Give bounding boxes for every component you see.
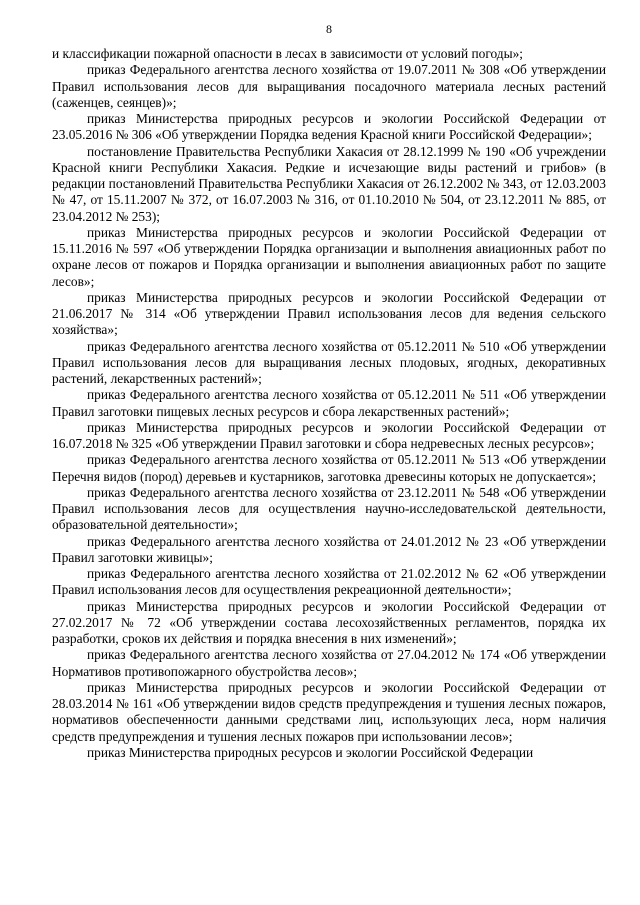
paragraph: приказ Министерства природных ресурсов и экологии Российской Федерации от 16.07.2018 № 325 «Об утверждении Правил заготовки и сбора недревесных лесных ресурсов»; [52,419,606,451]
paragraph: приказ Федерального агентства лесного хозяйства от 24.01.2012 № 23 «Об утверждении Правил заготовки живицы»; [52,533,606,565]
paragraph: приказ Федерального агентства лесного хозяйства от 21.02.2012 № 62 «Об утверждении Правил использования лесов для осуществления рекреационной деятельности»; [52,566,606,598]
paragraph: приказ Федерального агентства лесного хозяйства от 05.12.2011 № 513 «Об утверждении Перечня видов (пород) деревьев и кустарников, заготовка древесины которых не допускается»; [52,452,606,484]
document-body [52,46,606,761]
page-number: 8 [326,22,332,36]
paragraph: приказ Федерального агентства лесного хозяйства от 05.12.2011 № 511 «Об утверждении Правил заготовки пищевых лесных ресурсов и сбора лекарственных растений»; [52,387,606,419]
paragraph: приказ Федерального агентства лесного хозяйства от 23.12.2011 № 548 «Об утверждении Правил использования лесов для осуществления научно-исследовательской деятельности, образовательной деятельности»; [52,484,606,533]
paragraph: приказ Министерства природных ресурсов и экологии Российской Федерации [87,744,534,760]
paragraph: приказ Федерального агентства лесного хозяйства от 05.12.2011 № 510 «Об утверждении Правил использования лесов для выращивания лесных плодовых, ягодных, декоративных растений, лекарственных растений»; [52,338,606,386]
paragraph: приказ Федерального агентства лесного хозяйства от 19.07.2011 № 308 «Об утверждении Правил использования лесов для выращивания посадочного материала лесных растений (саженцев, сеянцев)»; [52,62,606,110]
paragraph: приказ Министерства природных ресурсов и экологии Российской Федерации от 23.05.2016 № 306 «Об утверждении Порядка ведения Красной книги Российской Федерации»; [52,111,606,143]
paragraph: приказ Министерства природных ресурсов и экологии Российской Федерации от 15.11.2016 № 597 «Об утверждении Порядка организации и выполнения авиационных работ по охране лесов от пожаров и Порядка организации и выполнения авиационных работ по защите лесов»; [52,224,606,289]
paragraph: приказ Министерства природных ресурсов и экологии Российской Федерации от 27.02.2017 № 72 «Об утверждении состава лесохозяйственных регламентов, порядка их разработки, сроков их действия и порядка внесения в них изменений»; [52,598,606,646]
paragraph: постановление Правительства Республики Хакасия от 28.12.1999 № 190 «Об учреждении Красной книги Республики Хакасия. Редкие и исчезающие виды растений и грибов» (в редакции постановлений Правительства Республики Хакасия от 26.12.2002 № 343, от 12.03.2003 № 47, от 15.11.2007 № 372, от 16.07.2003 № 316, от 01.10.2010 № 504, от 23.12.2011 № 885, от 23.04.2012 № 253); [52,143,606,224]
paragraph: и классификации пожарной опасности в лесах в зависимости от условий погоды»; [52,46,524,61]
paragraph: приказ Министерства природных ресурсов и экологии Российской Федерации от 28.03.2014 № 161 «Об утверждении видов средств предупреждения и тушения лесных пожаров, нормативов обеспеченности данными средствами лиц, использующих леса, норм наличия средств предупреждения и тушения лесных пожаров при использовании лесов»; [52,679,606,744]
paragraph: приказ Федерального агентства лесного хозяйства от 27.04.2012 № 174 «Об утверждении Нормативов противопожарного обустройства лесов»; [52,647,606,679]
paragraph: приказ Министерства природных ресурсов и экологии Российской Федерации от 21.06.2017 № 314 «Об утверждении Правил использования лесов для ведения сельского хозяйства»; [52,289,606,338]
